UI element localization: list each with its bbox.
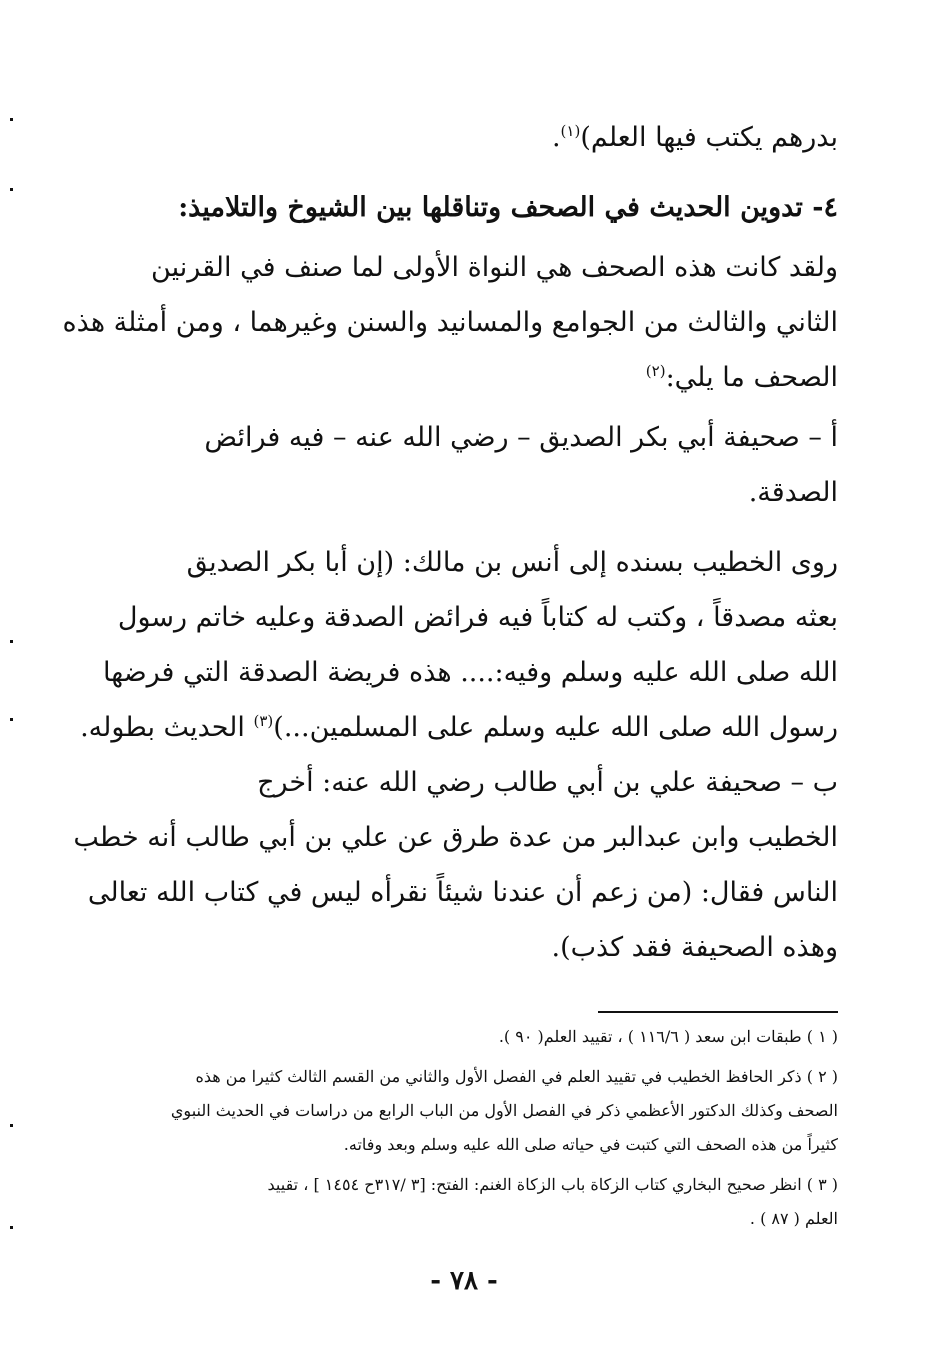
heading-text: ٤- تدوين الحديث في الصحف وتناقلها بين الشيوخ والتلاميذ: <box>178 192 838 223</box>
top-line <box>108 110 838 165</box>
text-line: وهذه الصحيفة فقد كذب). <box>551 932 838 963</box>
text-line: الصدقة. <box>748 477 838 508</box>
text-line: الثاني والثالث من الجوامع والمسانيد والسنن وغيرهما ، ومن أمثلة هذه <box>62 307 838 338</box>
footnote-ref: (١) <box>560 122 581 140</box>
margin-speck <box>10 640 13 643</box>
footnote-ref: (٣) <box>253 712 274 730</box>
footnote-line: العلم ( ٨٧ ) . <box>749 1209 838 1228</box>
text-line <box>108 350 838 405</box>
footnote-line: ( ١ ) طبقات ابن سعد ( ١١٦/٦ ) ، تقييد العلم( ٩٠ ). <box>498 1027 838 1046</box>
narration-last-b: الحديث بطوله. <box>80 712 254 743</box>
footnote-line: ( ٢ ) ذكر الحافظ الخطيب في تقييد العلم في الفصل الأول والثاني من القسم الثالث كثيرا من هذه <box>195 1067 838 1086</box>
margin-speck <box>10 188 13 191</box>
intro-last-line: الصحف ما يلي: <box>665 362 838 393</box>
section-heading <box>108 180 838 235</box>
text-line: بعثه مصدقاً ، وكتب له كتاباً فيه فرائض الصدقة وعليه خاتم رسول <box>117 602 838 633</box>
top-line-text: بدرهم يكتب فيها العلم) <box>580 122 838 153</box>
narration-paragraph <box>80 535 838 755</box>
text-line <box>108 110 838 165</box>
footnote-line: ( ٣ ) انظر صحيح البخاري كتاب الزكاة باب الزكاة الغنم: الفتح: [٣ /٣١٧ح ١٤٥٤ ] ، تقييد <box>267 1175 838 1194</box>
text-line: ولقد كانت هذه الصحف هي النواة الأولى لما صنف في القرنين <box>151 252 838 283</box>
margin-speck <box>10 718 13 721</box>
top-line-end: . <box>551 122 561 153</box>
footnotes <box>108 1020 838 1236</box>
narration-last-a: رسول الله صلى الله عليه وسلم على المسلمين...) <box>273 712 838 743</box>
margin-speck <box>10 1124 13 1127</box>
item-b-paragraph <box>73 755 838 975</box>
footnote-line: الصحف وكذلك الدكتور الأعظمي ذكر في الفصل الأول من الباب الرابع من دراسات في الحديث النبوي <box>170 1101 838 1120</box>
footnote-ref: (٢) <box>645 362 666 380</box>
text-line: ب – صحيفة علي بن أبي طالب رضي الله عنه: أخرج <box>257 767 838 798</box>
text-line: الله صلى الله عليه وسلم وفيه:.... هذه فريضة الصدقة التي فرضها <box>103 657 838 688</box>
intro-paragraph <box>62 240 838 405</box>
text-line: روى الخطيب بسنده إلى أنس بن مالك: (إن أبا بكر الصديق <box>186 547 838 578</box>
page-number: - ٧٨ - <box>430 1266 498 1296</box>
footnote-line: كثيراً من هذه الصحف التي كتبت في حياته صلى الله عليه وسلم وبعد وفاته. <box>343 1135 838 1154</box>
text-line: الناس فقال: (من زعم أن عندنا شيئاً نقرأه ليس في كتاب الله تعالى <box>87 877 838 908</box>
text-line: أ – صحيفة أبي بكر الصديق – رضي الله عنه – فيه فرائض <box>204 422 838 453</box>
text-line <box>80 700 838 755</box>
margin-speck <box>10 1226 13 1229</box>
margin-speck <box>10 118 13 121</box>
footnote-separator <box>598 1011 838 1013</box>
text-line: الخطيب وابن عبدالبر من عدة طرق عن علي بن أبي طالب أنه خطب <box>73 822 838 853</box>
item-a-paragraph <box>108 410 838 520</box>
